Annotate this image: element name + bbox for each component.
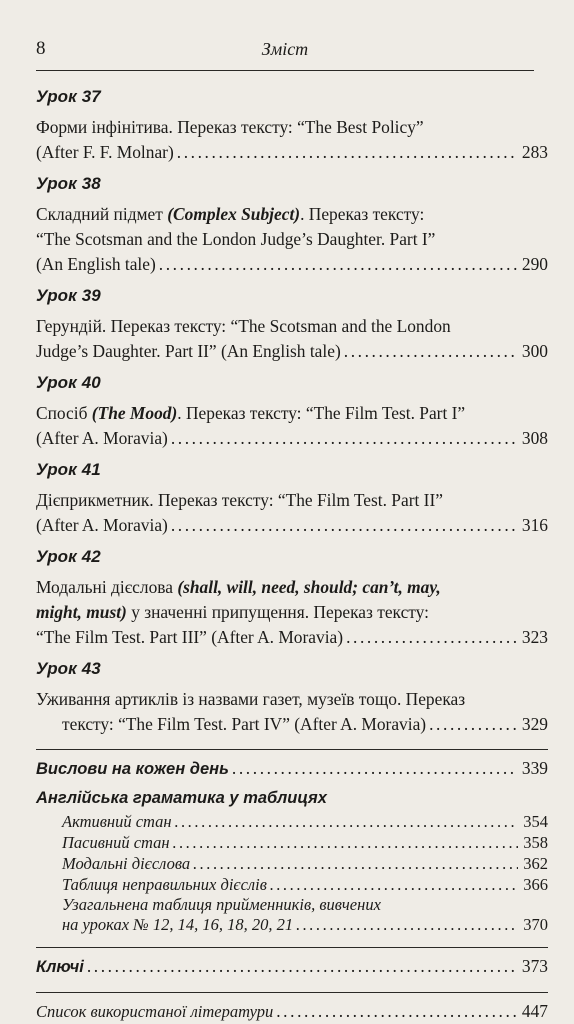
- running-title: Зміст: [261, 39, 309, 59]
- page-number: 8: [36, 38, 46, 59]
- dot-leader: [159, 252, 517, 277]
- toc-entry-grammar-item[interactable]: [36, 874, 548, 895]
- section-title: Вислови на кожен день: [36, 760, 229, 778]
- page-ref: 358: [523, 833, 548, 852]
- section-divider: [36, 992, 548, 993]
- page-ref: 283: [521, 142, 548, 162]
- entry-leader-line: [36, 625, 548, 650]
- entry-leader-line: [36, 140, 548, 165]
- entry-term: (The Mood): [91, 403, 178, 423]
- entry-text: Форми інфінітива. Переказ тексту: “The Best Policy”: [36, 117, 424, 137]
- dot-leader: [173, 832, 519, 853]
- page-ref: 366: [523, 875, 548, 894]
- lesson-title: Урок 37: [36, 87, 101, 106]
- entry-text: [36, 202, 548, 227]
- toc-entry-lesson-38[interactable]: [36, 174, 548, 277]
- page-ref: 354: [523, 812, 548, 831]
- dot-leader: [177, 140, 517, 165]
- section-divider: [36, 749, 548, 750]
- page-ref: 447: [521, 1001, 548, 1021]
- toc-entry-keys[interactable]: [36, 954, 548, 980]
- page-ref: 290: [521, 254, 548, 274]
- entry-text: [36, 401, 548, 426]
- entry-leader-line: [36, 426, 548, 451]
- dot-leader: [232, 756, 517, 781]
- entry-leader-line: [36, 252, 548, 277]
- toc-entry-prepositions[interactable]: [36, 895, 548, 935]
- toc-entry-references[interactable]: [36, 999, 548, 1024]
- lesson-title: Урок 38: [36, 174, 101, 193]
- entry-leader-line: [62, 915, 548, 935]
- dot-leader: [193, 853, 518, 874]
- dot-leader: [87, 954, 517, 979]
- page-ref: 308: [521, 428, 548, 448]
- entry-text: (After A. Moravia): [36, 515, 168, 535]
- lesson-title: Урок 41: [36, 460, 101, 479]
- entry-text-part: . Переказ тексту:: [300, 204, 425, 224]
- dot-leader: [171, 426, 517, 451]
- toc-entry-lesson-41[interactable]: [36, 460, 548, 538]
- entry-text: (After F. F. Molnar): [36, 142, 174, 162]
- lesson-title: Урок 43: [36, 659, 101, 678]
- entry-text: Judge’s Daughter. Part II” (An English tale): [36, 341, 341, 361]
- page-ref: 339: [521, 758, 548, 778]
- toc-entry-grammar-item[interactable]: [36, 832, 548, 853]
- entry-text: “The Film Test. Part III” (After A. Moravia): [36, 627, 344, 647]
- dot-leader: [276, 999, 517, 1024]
- toc-entry-lesson-42[interactable]: [36, 547, 548, 650]
- entry-term: might, must): [36, 602, 127, 622]
- entry-text: (An English tale): [36, 254, 156, 274]
- toc-entry-lesson-37[interactable]: [36, 87, 548, 165]
- entry-term: (shall, will, need, should; can’t, may,: [177, 577, 441, 597]
- entry-leader-line: [36, 513, 548, 538]
- entry-text: Список використаної літератури: [36, 1002, 274, 1021]
- toc-entry-grammar-item[interactable]: [36, 853, 548, 874]
- dot-leader: [296, 915, 518, 935]
- page-ref: 323: [521, 627, 548, 647]
- entry-text: Уживання артиклів із назвами газет, музеїв тощо. Переказ: [36, 689, 466, 709]
- entry-text-part: . Переказ тексту: “The Film Test. Part I”: [177, 403, 466, 423]
- lesson-title: Урок 42: [36, 547, 101, 566]
- dot-leader: [175, 811, 519, 832]
- toc-entry-lesson-40[interactable]: [36, 373, 548, 451]
- entry-text: [36, 575, 548, 600]
- lesson-title: Урок 39: [36, 286, 101, 305]
- section-title-grammar: Англійська граматика у таблицях: [36, 789, 327, 807]
- entry-text: Герундій. Переказ тексту: “The Scotsman and the London: [36, 316, 451, 336]
- section-divider: [36, 947, 548, 948]
- toc-entry-lesson-43[interactable]: [36, 659, 548, 737]
- entry-text-part: у значенні припущення. Переказ тексту:: [126, 602, 429, 622]
- entry-leader-line: [36, 339, 548, 364]
- entry-leader-line: [36, 712, 548, 737]
- page-ref: 362: [523, 854, 548, 873]
- page-header: [36, 30, 534, 71]
- page-ref: 370: [523, 915, 548, 934]
- entry-text: тексту: “The Film Test. Part IV” (After A. Moravia): [62, 714, 427, 734]
- entry-text: (After A. Moravia): [36, 428, 168, 448]
- entry-text: Дієприкметник. Переказ тексту: “The Film Test. Part II”: [36, 490, 443, 510]
- entry-text: Активний стан: [62, 812, 172, 831]
- entry-text: на уроках № 12, 14, 16, 18, 20, 21: [62, 915, 294, 934]
- page-ref: 373: [521, 956, 548, 976]
- entry-text-part: Складний підмет: [36, 204, 168, 224]
- entry-text-part: Спосіб: [36, 403, 92, 423]
- section-title: Ключі: [36, 958, 84, 976]
- entry-text: [36, 600, 548, 625]
- page-ref: 316: [521, 515, 548, 535]
- dot-leader: [429, 712, 517, 737]
- page-ref: 300: [521, 341, 548, 361]
- table-of-contents: [36, 87, 548, 1024]
- entry-text-part: Модальні дієслова: [36, 577, 178, 597]
- entry-text: “The Scotsman and the London Judge’s Daughter. Part I”: [36, 229, 436, 249]
- lesson-title: Урок 40: [36, 373, 101, 392]
- page-ref: 329: [521, 714, 548, 734]
- dot-leader: [344, 339, 517, 364]
- entry-text: Пасивний стан: [62, 833, 170, 852]
- dot-leader: [171, 513, 517, 538]
- toc-entry-lesson-39[interactable]: [36, 286, 548, 364]
- entry-term: (Complex Subject): [167, 204, 301, 224]
- toc-entry-phrases[interactable]: [36, 756, 548, 782]
- entry-text: Узагальнена таблиця прийменників, вивчених: [62, 895, 381, 914]
- toc-entry-grammar-item[interactable]: [36, 811, 548, 832]
- entry-text: Модальні дієслова: [62, 854, 191, 873]
- dot-leader: [270, 874, 518, 895]
- dot-leader: [346, 625, 517, 650]
- entry-text: Таблиця неправильних дієслів: [62, 875, 267, 894]
